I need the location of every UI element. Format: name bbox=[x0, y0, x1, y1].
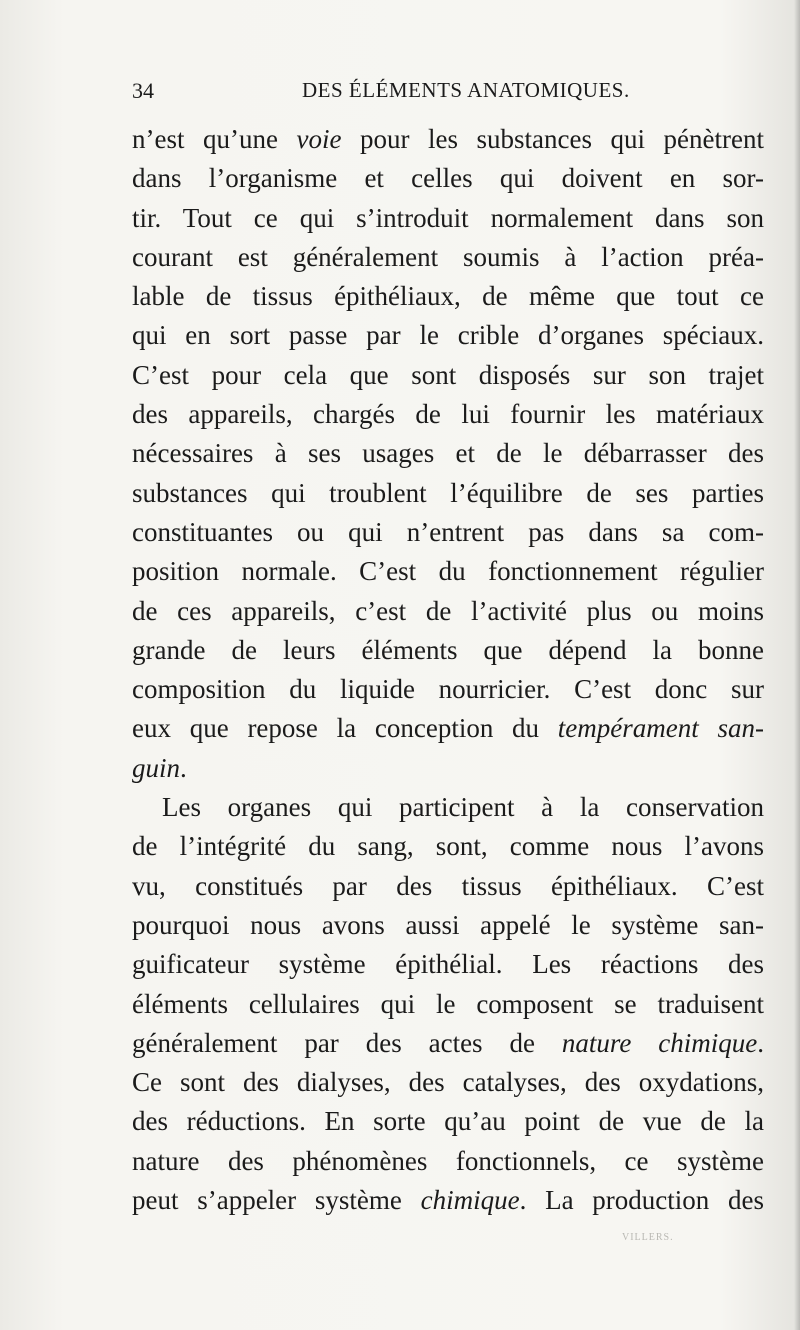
text-segment: courant est généralement soumis à l’action préa- bbox=[132, 241, 764, 272]
italic-text: guin bbox=[132, 752, 181, 783]
text-segment: des réductions. En sorte qu’au point de vue de la bbox=[132, 1106, 764, 1137]
text-line bbox=[132, 592, 764, 631]
italic-text: nature chimique bbox=[561, 1027, 758, 1058]
text-segment: Ce sont des dialyses, des catalyses, des oxydations, bbox=[132, 1067, 764, 1098]
text-line bbox=[132, 1142, 764, 1181]
text-segment: lable de tissus épithéliaux, de même que tout ce bbox=[132, 281, 764, 312]
text-line bbox=[132, 867, 764, 906]
text-line bbox=[132, 316, 764, 355]
text-segment: éléments cellulaires qui le composent se traduisent bbox=[132, 988, 764, 1019]
text-line bbox=[132, 1102, 764, 1141]
text-segment: composition du liquide nourricier. C’est donc sur bbox=[132, 674, 764, 705]
text-segment: peut s’appeler système bbox=[132, 1185, 421, 1216]
text-segment: de l’intégrité du sang, sont, comme nous l’avons bbox=[132, 831, 764, 862]
text-segment: pourquoi nous avons aussi appelé le système san- bbox=[132, 909, 764, 940]
text-line bbox=[132, 120, 764, 159]
text-segment: grande de leurs éléments que dépend la bonne bbox=[132, 634, 764, 665]
text-line bbox=[132, 513, 764, 552]
text-line bbox=[132, 788, 764, 827]
text-segment: des appareils, chargés de lui fournir les matériaux bbox=[132, 399, 764, 430]
text-segment: guificateur système épithélial. Les réactions des bbox=[132, 949, 764, 980]
text-line bbox=[132, 906, 764, 945]
text-segment: nature des phénomènes fonctionnels, ce système bbox=[132, 1145, 764, 1176]
scan-edge-shadow bbox=[794, 0, 800, 1330]
text-segment: généralement par des actes de bbox=[132, 1027, 562, 1058]
text-line bbox=[132, 199, 764, 238]
text-line bbox=[132, 709, 764, 748]
text-segment: tir. Tout ce qui s’introduit normalement dans son bbox=[132, 202, 764, 233]
text-line bbox=[132, 1063, 764, 1102]
text-segment: substances qui troublent l’équilibre de ses parties bbox=[132, 477, 764, 508]
text-line bbox=[132, 238, 764, 277]
page-number: 34 bbox=[132, 78, 154, 103]
text-segment: pour les substances qui pénètrent bbox=[341, 124, 764, 154]
text-segment: de ces appareils, c’est de l’activité plus ou moins bbox=[132, 595, 764, 626]
text-line bbox=[132, 985, 764, 1024]
text-segment: dans l’organisme et celles qui doivent en sor- bbox=[132, 163, 764, 194]
body-text bbox=[132, 120, 764, 1220]
text-segment: qui en sort passe par le crible d’organes spéciaux. bbox=[132, 320, 764, 351]
text-segment: nécessaires à ses usages et de le débarrasser des bbox=[132, 438, 764, 469]
text-line bbox=[132, 945, 764, 984]
text-segment: . bbox=[180, 752, 187, 783]
text-line bbox=[132, 159, 764, 198]
text-line bbox=[132, 552, 764, 591]
text-line bbox=[132, 749, 764, 788]
footer-mark: VILLERS. bbox=[622, 1232, 674, 1243]
text-line bbox=[132, 395, 764, 434]
text-line bbox=[132, 356, 764, 395]
text-segment: eux que repose la conception du bbox=[132, 713, 558, 744]
text-line bbox=[132, 277, 764, 316]
text-segment: n’est qu’une bbox=[132, 124, 297, 154]
text-line bbox=[132, 670, 764, 709]
text-segment: constituantes ou qui n’entrent pas dans sa com- bbox=[132, 516, 764, 547]
text-segment: position normale. C’est du fonctionnement régulier bbox=[132, 556, 764, 587]
running-head bbox=[132, 78, 772, 108]
italic-text: tempérament san- bbox=[557, 713, 764, 744]
text-line bbox=[132, 1024, 764, 1063]
text-line bbox=[132, 474, 764, 513]
text-segment: . bbox=[757, 1027, 764, 1058]
text-line bbox=[132, 631, 764, 670]
italic-text: chimique bbox=[420, 1185, 520, 1216]
text-line bbox=[132, 434, 764, 473]
text-segment: . La production des bbox=[519, 1185, 764, 1216]
text-segment: C’est pour cela que sont disposés sur son trajet bbox=[132, 359, 764, 390]
text-segment: vu, constitués par des tissus épithéliaux. C’est bbox=[132, 870, 764, 901]
text-line bbox=[132, 1181, 764, 1220]
text-line bbox=[132, 827, 764, 866]
italic-text: voie bbox=[296, 124, 342, 154]
text-segment: Les organes qui participent à la conservation bbox=[162, 792, 764, 823]
running-title: DES ÉLÉMENTS ANATOMIQUES. bbox=[302, 78, 630, 102]
